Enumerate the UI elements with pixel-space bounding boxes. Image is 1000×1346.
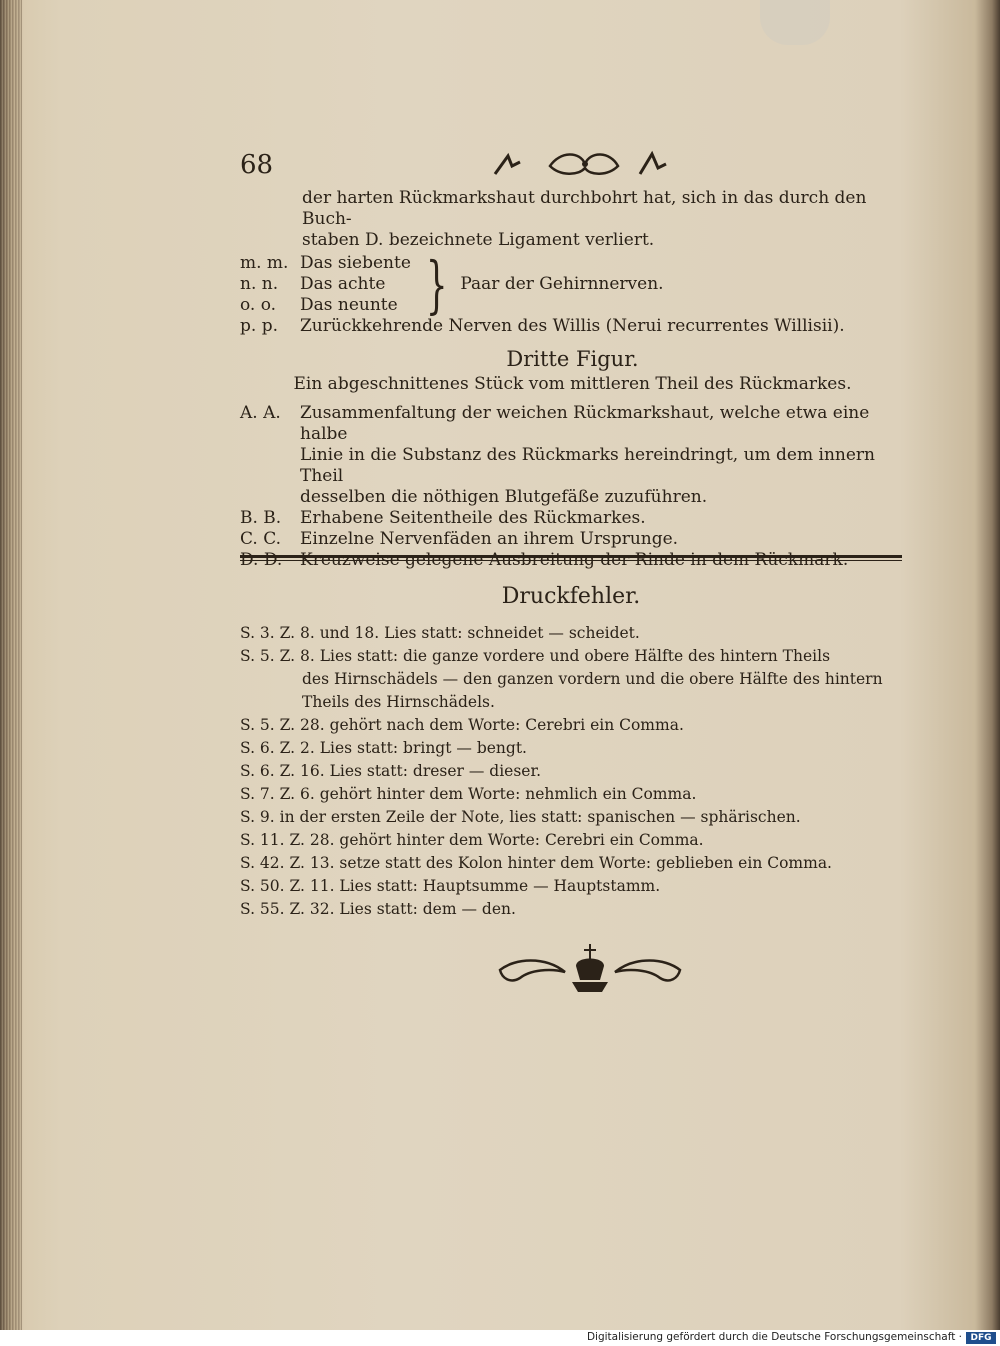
page-edge (0, 0, 22, 1330)
item-line: Linie in die Substanz des Rückmarks hereindringt, um dem innern Theil (300, 445, 875, 486)
item-letter: p. p. (240, 316, 278, 336)
errata-list (240, 622, 905, 921)
item-text: Zurückkehrende Nerven des Willis (Nerui recurrentes Willisii). (300, 316, 845, 336)
section-title: Dritte Figur. (506, 347, 639, 371)
list-item (240, 253, 411, 274)
header-ornament-icon (490, 146, 670, 182)
item-line: Zusammenfaltung der weichen Rückmarkshaut, welche etwa eine halbe (300, 403, 870, 444)
main-text (240, 188, 905, 571)
intro-line-2: staben D. bezeichnete Ligament verliert. (302, 230, 655, 250)
errata-line: S. 55. Z. 32. Lies statt: dem — den. (240, 900, 516, 918)
item-text: Das siebente (300, 253, 411, 273)
item-letter: o. o. (240, 295, 277, 315)
item-text: Das neunte (300, 295, 398, 315)
intro-line-1: der harten Rückmarkshaut durchbohrt hat, sich in das durch den Buch- (302, 188, 867, 229)
list-item (240, 403, 905, 508)
item-text: Einzelne Nervenfäden an ihrem Ursprunge. (300, 529, 679, 549)
brace-icon: } (425, 247, 448, 321)
item-line: desselben die nöthigen Blutgefäße zuzuführen. (300, 487, 708, 507)
list-item (240, 508, 905, 529)
footer-credit: Digitalisierung gefördert durch die Deutsche Forschungsgemeinschaft · (586, 1331, 962, 1343)
errata-line: S. 6. Z. 16. Lies statt: dreser — dieser. (240, 762, 542, 780)
footer-ornament-icon (490, 938, 690, 1008)
errata-line: S. 6. Z. 2. Lies statt: bringt — bengt. (240, 739, 527, 757)
errata-line: S. 7. Z. 6. gehört hinter dem Worte: nehmlich ein Comma. (240, 785, 697, 803)
list-item (240, 316, 905, 337)
digitization-footer (0, 1330, 1000, 1346)
errata-line: S. 50. Z. 11. Lies statt: Hauptsumme — Hauptstamm. (240, 877, 661, 895)
brace-label: Paar der Gehirnnerven. (460, 274, 664, 294)
divider (240, 555, 902, 558)
item-text (300, 403, 905, 508)
item-letter: B. B. (240, 508, 282, 528)
divider-thin (240, 560, 902, 561)
dfg-logo: DFG (966, 1332, 996, 1344)
errata-line: S. 11. Z. 28. gehört hinter dem Worte: Cerebri ein Comma. (240, 831, 704, 849)
item-text: Erhabene Seitentheile des Rückmarkes. (300, 508, 646, 528)
page-number: 68 (240, 150, 274, 180)
page-clip (760, 0, 830, 45)
section-subtitle: Ein abgeschnittenes Stück vom mittleren Theil des Rückmarkes. (293, 374, 852, 394)
item-letter: A. A. (240, 403, 281, 423)
item-text: Das achte (300, 274, 386, 294)
errata-line: S. 5. Z. 8. Lies statt: die ganze vordere und obere Hälfte des hintern Theils (240, 647, 831, 665)
errata-title: Druckfehler. (501, 584, 641, 609)
item-letter: m. m. (240, 253, 289, 273)
brace-group (240, 247, 905, 321)
item-letter: n. n. (240, 274, 279, 294)
list-item (240, 274, 411, 295)
errata-line: S. 42. Z. 13. setze statt des Kolon hinter dem Worte: geblieben ein Comma. (240, 854, 832, 872)
list-item (240, 295, 411, 316)
list-item (240, 529, 905, 550)
errata-line: S. 5. Z. 28. gehört nach dem Worte: Cerebri ein Comma. (240, 716, 684, 734)
errata-line: Theils des Hirnschädels. (302, 693, 495, 711)
errata-line: S. 9. in der ersten Zeile der Note, lies statt: spanischen — sphärischen. (240, 808, 801, 826)
brace-items (240, 253, 411, 316)
item-letter: C. C. (240, 529, 282, 549)
errata-line: des Hirnschädels — den ganzen vordern und die obere Hälfte des hintern (302, 670, 883, 688)
errata-line: S. 3. Z. 8. und 18. Lies statt: schneidet — scheidet. (240, 624, 640, 642)
